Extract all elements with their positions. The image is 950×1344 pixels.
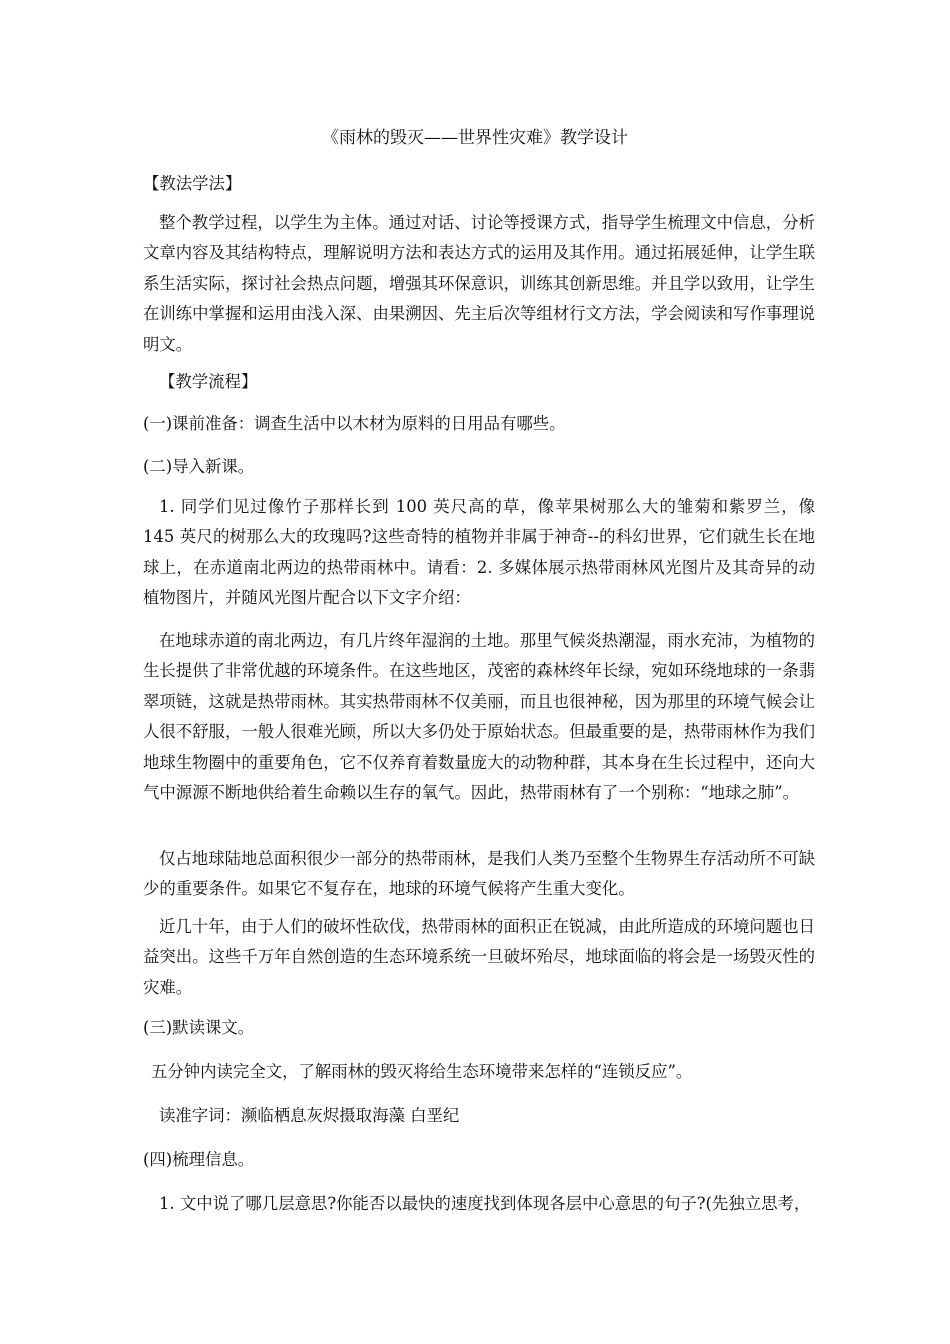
paragraph-area: 仅占地球陆地总面积很少一部分的热带雨林，是我们人类乃至整个生物界生存活动所不可缺少的重要条件。如果它不复存在，地球的环境气候将产生重大变化。 <box>143 849 815 899</box>
paragraph-methods: 整个教学过程，以学生为主体。通过对话、讨论等授课方式，指导学生梳理文中信息，分析文章内容及其结构特点，理解说明方法和表达方式的运用及其作用。通过拓展延伸，让学生联系生活实际，探讨社会热点问题，增强其环保意识，训练其创新思维。并且学以致用，让学生在训练中掌握和运用由浅入深、由果溯因、先主后次等组材行文方法，学会阅读和写作事理说明文。 <box>143 213 816 354</box>
step-preparation: (一)课前准备：调查生活中以木材为原料的日用品有哪些。 <box>143 414 566 433</box>
step-silent-reading: (三)默读课文。 <box>143 1018 255 1037</box>
paragraph-decades: 近几十年，由于人们的破坏性砍伐，热带雨林的面积正在锐减，由此所造成的环境问题也日益突出。这些千万年自然创造的生态环境系统一旦破坏殆尽，地球面临的将会是一场毁灭性的灾难。 <box>143 917 816 997</box>
paragraph-intro: 1. 同学们见过像竹子那样长到 100 英尺高的草，像苹果树那么大的雏菊和紫罗兰，像 145 英尺的树那么大的玫瑰吗?这些奇特的植物并非属于神奇--的科幻世界，它们就生长在地球上，在赤道南北两边的热带雨林中。请看：2. 多媒体展示热带雨林风光图片及其奇异的动植物图片，并随风光图片配合以下文字介绍： <box>143 497 815 608</box>
document-title: 《雨林的毁灭——世界性灾难》教学设计 <box>322 128 628 148</box>
section-heading-methods: 【教法学法】 <box>143 174 242 193</box>
step-organize-info: (四)梳理信息。 <box>143 1150 255 1169</box>
section-heading-flow: 【教学流程】 <box>159 372 258 391</box>
question-one: 1. 文中说了哪几层意思?你能否以最快的速度找到体现各层中心意思的句子?(先独立思考， <box>159 1194 811 1213</box>
paragraph-rainforest: 在地球赤道的南北两边，有几片终年湿润的土地。那里气候炎热潮湿，雨水充沛，为植物的生长提供了非常优越的环境条件。在这些地区，茂密的森林终年长绿，宛如环绕地球的一条翡翠项链，这就是热带雨林。其实热带雨林不仅美丽，而且也很神秘，因为那里的环境气候会让人很不舒服，一般人很难光顾，所以大多仍处于原始状态。但最重要的是，热带雨林作为我们地球生物圈中的重要角色，它不仅养育着数量庞大的动物种群，其本身在生长过程中，还向大气中源源不断地供给着生命赖以生存的氧气。因此，热带雨林有了一个别称：“地球之肺”。 <box>143 631 816 803</box>
vocabulary-line: 读准字词：濒临栖息灰烬摄取海藻 白垩纪 <box>159 1106 460 1125</box>
paragraph-reading-task: 五分钟内读完全文，了解雨林的毁灭将给生态环境带来怎样的“连锁反应”。 <box>151 1062 693 1081</box>
step-introduction: (二)导入新课。 <box>143 457 255 476</box>
